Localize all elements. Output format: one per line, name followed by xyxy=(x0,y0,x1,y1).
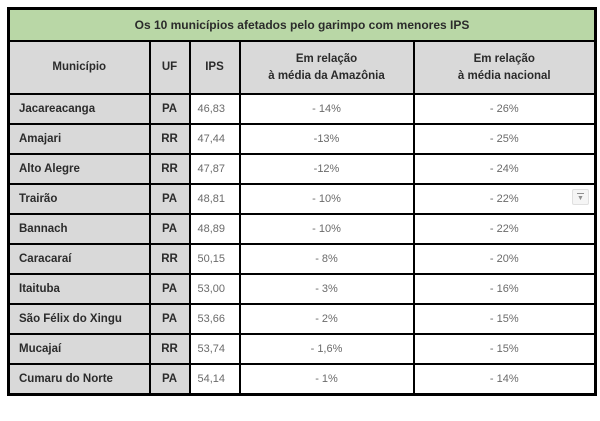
uf-cell: RR xyxy=(150,334,190,364)
amazonia-diff-cell: -13% xyxy=(240,124,414,154)
column-header-row xyxy=(9,41,596,94)
table-row xyxy=(9,304,596,334)
table-row xyxy=(9,94,596,124)
municipality-cell: Amajari xyxy=(9,124,150,154)
col-header-nacional-line1: Em relação xyxy=(473,52,535,65)
municipality-cell: Caracaraí xyxy=(9,244,150,274)
nacional-diff-cell: - 14% xyxy=(414,364,596,394)
amazonia-diff-cell: - 14% xyxy=(240,94,414,124)
municipality-cell: Mucajaí xyxy=(9,334,150,364)
col-header-amazonia xyxy=(240,41,414,94)
nacional-diff-cell: - 16% xyxy=(414,274,596,304)
uf-cell: RR xyxy=(150,154,190,184)
ips-value-cell: 53,66 xyxy=(190,304,240,334)
filter-down-arrow-icon: ▼ xyxy=(577,194,584,202)
col-header-municipio: Município xyxy=(9,41,150,94)
uf-cell: PA xyxy=(150,214,190,244)
amazonia-diff-cell: - 3% xyxy=(240,274,414,304)
amazonia-diff-cell: - 8% xyxy=(240,244,414,274)
nacional-diff-cell: - 24% xyxy=(414,154,596,184)
table-row xyxy=(9,214,596,244)
municipality-cell: Itaituba xyxy=(9,274,150,304)
ips-value-cell: 53,74 xyxy=(190,334,240,364)
table-row xyxy=(9,334,596,364)
nacional-diff-cell: - 15% xyxy=(414,304,596,334)
ips-value-cell: 53,00 xyxy=(190,274,240,304)
nacional-diff-cell: - 22% xyxy=(414,214,596,244)
ips-value-cell: 54,14 xyxy=(190,364,240,394)
ips-value-cell: 46,83 xyxy=(190,94,240,124)
municipality-cell: Cumaru do Norte xyxy=(9,364,150,394)
table-row xyxy=(9,184,596,214)
col-header-nacional xyxy=(414,41,596,94)
col-header-nacional-line2: à média nacional xyxy=(457,69,551,82)
municipality-cell: Bannach xyxy=(9,214,150,244)
col-header-amazonia-line2: à média da Amazônia xyxy=(268,69,385,82)
table-row xyxy=(9,364,596,394)
municipality-cell: Trairão xyxy=(9,184,150,214)
uf-cell: PA xyxy=(150,274,190,304)
nacional-diff-cell: - 15% xyxy=(414,334,596,364)
table-title-row xyxy=(9,9,596,42)
amazonia-diff-cell: - 10% xyxy=(240,214,414,244)
amazonia-diff-cell: - 1% xyxy=(240,364,414,394)
table-row xyxy=(9,244,596,274)
uf-cell: RR xyxy=(150,124,190,154)
table-row xyxy=(9,154,596,184)
amazonia-diff-cell: - 10% xyxy=(240,184,414,214)
table-title: Os 10 municípios afetados pelo garimpo com menores IPS xyxy=(9,9,596,42)
nacional-diff-cell: - 20% xyxy=(414,244,596,274)
uf-cell: PA xyxy=(150,184,190,214)
col-header-ips: IPS xyxy=(190,41,240,94)
ips-value-cell: 47,44 xyxy=(190,124,240,154)
ips-table xyxy=(7,7,597,396)
table-row xyxy=(9,124,596,154)
uf-cell: PA xyxy=(150,94,190,124)
nacional-diff-cell: - 26% xyxy=(414,94,596,124)
amazonia-diff-cell: - 1,6% xyxy=(240,334,414,364)
ips-value-cell: 47,87 xyxy=(190,154,240,184)
ips-value-cell: 48,81 xyxy=(190,184,240,214)
filter-dropdown-button[interactable] xyxy=(572,189,589,205)
amazonia-diff-cell: - 2% xyxy=(240,304,414,334)
municipality-cell: Alto Alegre xyxy=(9,154,150,184)
uf-cell: PA xyxy=(150,304,190,334)
ips-value-cell: 48,89 xyxy=(190,214,240,244)
nacional-diff-cell: - 25% xyxy=(414,124,596,154)
nacional-diff-cell: - 22% xyxy=(414,184,596,214)
municipality-cell: São Félix do Xingu xyxy=(9,304,150,334)
table-row xyxy=(9,274,596,304)
col-header-amazonia-line1: Em relação xyxy=(295,52,358,65)
ips-value-cell: 50,15 xyxy=(190,244,240,274)
amazonia-diff-cell: -12% xyxy=(240,154,414,184)
uf-cell: PA xyxy=(150,364,190,394)
uf-cell: RR xyxy=(150,244,190,274)
municipality-cell: Jacareacanga xyxy=(9,94,150,124)
col-header-uf: UF xyxy=(150,41,190,94)
